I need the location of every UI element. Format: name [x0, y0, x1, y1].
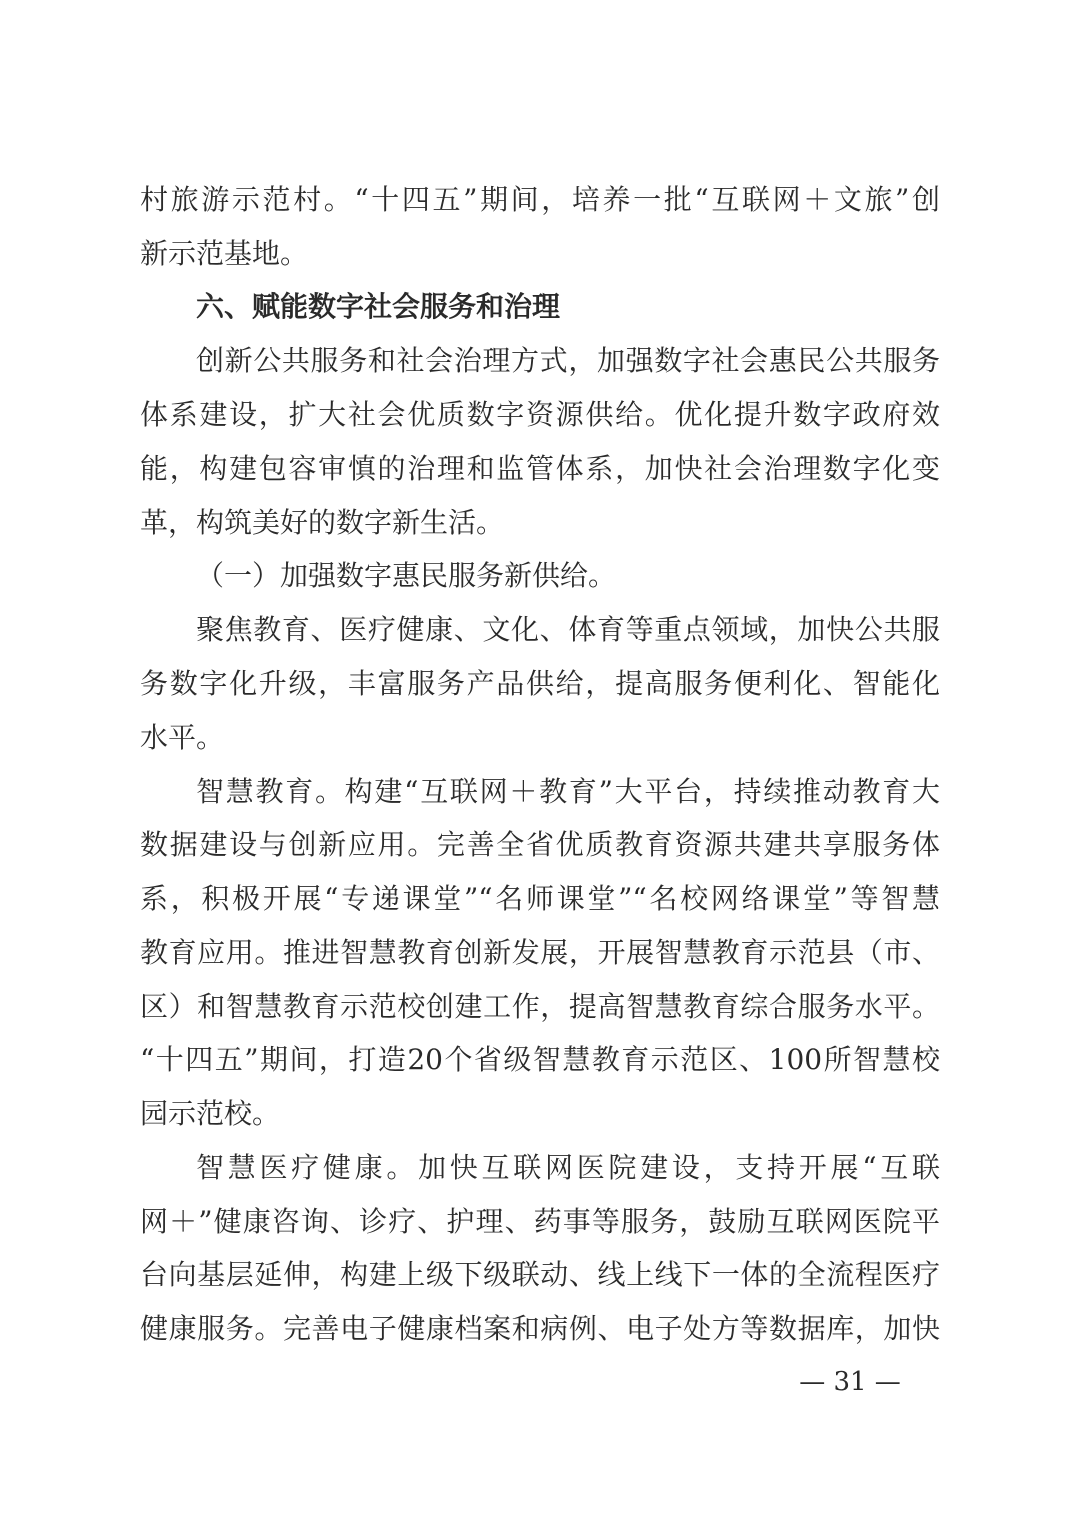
text-line: 水平。 [140, 721, 225, 754]
text-line: 教育应用。推进智慧教育创新发展，开展智慧教育示范县（市、 [140, 936, 940, 969]
text-line: 台向基层延伸，构建上级下级联动、线上线下一体的全流程医疗 [140, 1258, 940, 1291]
text-line: “十四五”期间，打造20个省级智慧教育示范区、100所智慧校 [140, 1043, 940, 1076]
text-line: 创新公共服务和社会治理方式，加强数字社会惠民公共服务 [196, 344, 940, 377]
text-line: 健康服务。完善电子健康档案和病例、电子处方等数据库，加快 [140, 1312, 940, 1345]
text-line: 智慧医疗健康。加快互联网医院建设，支持开展“互联 [196, 1151, 940, 1184]
text-line: 能，构建包容审慎的治理和监管体系，加快社会治理数字化变 [140, 452, 940, 485]
text-line: 园示范校。 [140, 1097, 281, 1130]
text-line: 聚焦教育、医疗健康、文化、体育等重点领域，加快公共服 [196, 613, 940, 646]
text-line: 数据建设与创新应用。完善全省优质教育资源共建共享服务体 [140, 828, 940, 861]
text-line: 村旅游示范村。“十四五”期间，培养一批“互联网＋文旅”创 [140, 183, 940, 216]
text-line: 革，构筑美好的数字新生活。 [140, 506, 505, 539]
text-line: 务数字化升级，丰富服务产品供给，提高服务便利化、智能化 [140, 667, 940, 700]
text-line: 智慧教育。构建“互联网＋教育”大平台，持续推动教育大 [196, 775, 940, 808]
text-line: 系，积极开展“专递课堂”“名师课堂”“名校网络课堂”等智慧 [140, 882, 940, 915]
section-heading: 六、赋能数字社会服务和治理 [196, 290, 561, 323]
text-line: 网＋”健康咨询、诊疗、护理、药事等服务，鼓励互联网医院平 [140, 1205, 940, 1238]
subsection-heading: （一）加强数字惠民服务新供给。 [196, 559, 617, 592]
text-line: 区）和智慧教育示范校创建工作，提高智慧教育综合服务水平。 [140, 990, 940, 1023]
text-line: 体系建设，扩大社会优质数字资源供给。优化提升数字政府效 [140, 398, 940, 431]
text-line: 新示范基地。 [140, 237, 309, 270]
page-number: — 31 — [799, 1367, 901, 1397]
